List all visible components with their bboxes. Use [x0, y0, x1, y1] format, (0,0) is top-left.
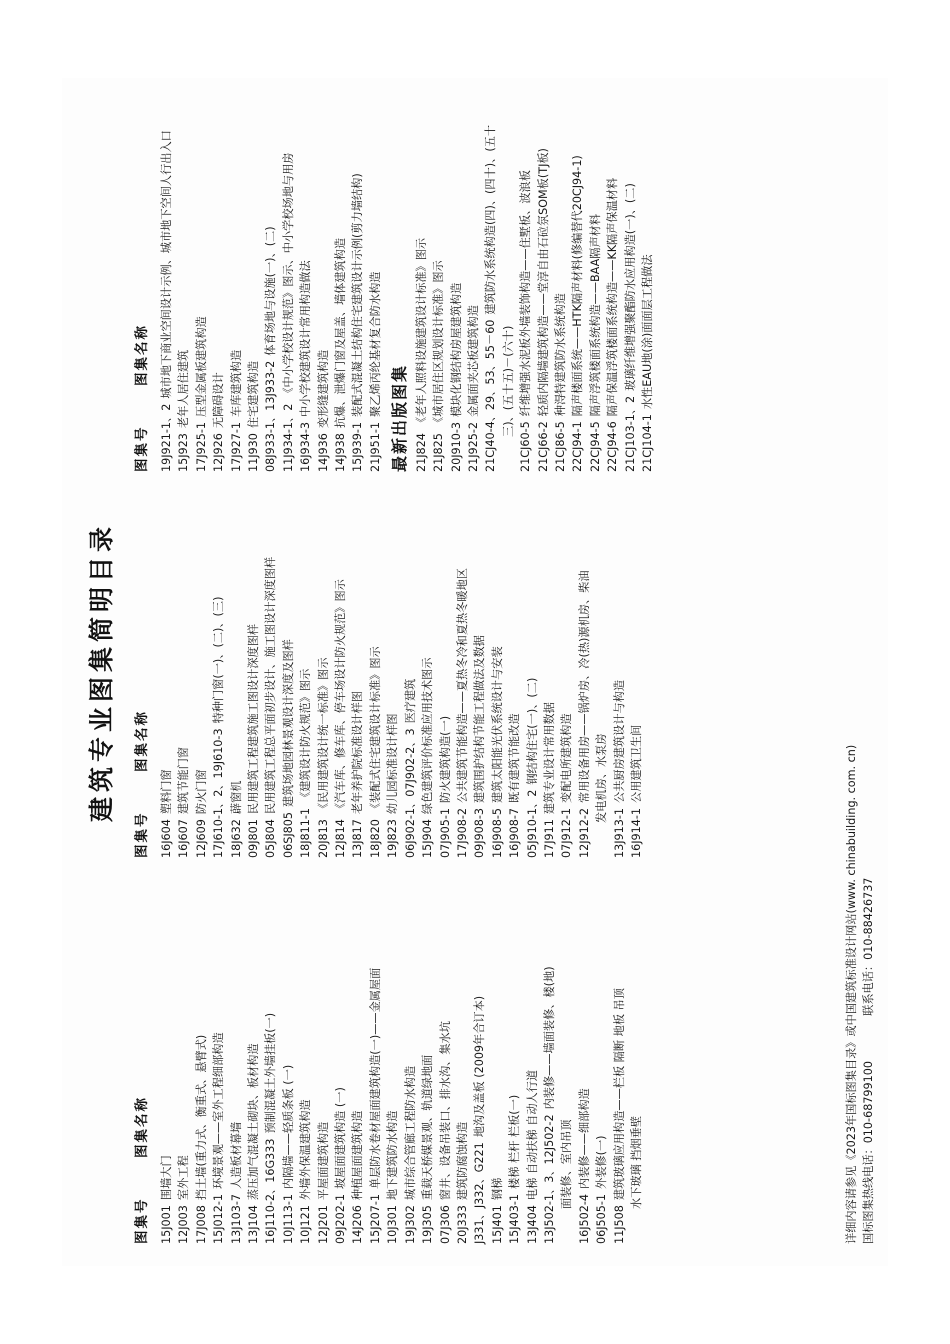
- catalog-row: [559, 486, 575, 858]
- catalog-name: 三)、(五十五)－(六十): [501, 325, 515, 437]
- catalog-row: [263, 486, 279, 858]
- catalog-number: 12J926: [212, 433, 226, 472]
- catalog-number: 17J911: [542, 819, 556, 858]
- catalog-number: 21CJ66-2: [536, 421, 550, 472]
- catalog-number: 06J902-1、07J902-2、3: [403, 728, 417, 858]
- catalog-row: [194, 872, 210, 1244]
- catalog-row: [211, 100, 227, 472]
- catalog-name: 公用建筑卫生间: [629, 724, 643, 803]
- catalog-name: 老年人居住建筑: [177, 349, 191, 429]
- catalog-row: [605, 100, 621, 472]
- catalog-name: 建筑场地园林景观设计深度及图样: [281, 639, 295, 807]
- rotated-content-wrapper: [62, 78, 888, 1266]
- catalog-name: 隔声保温浮筑楼面系统构造——KK隔声保温材料: [606, 177, 620, 417]
- catalog-name: 《老年人照料设施建筑设计标准》图示: [414, 237, 428, 429]
- catalog-number: 21CJ60-5: [519, 421, 533, 472]
- catalog-row: [490, 486, 506, 858]
- catalog-number: 17J908-2: [455, 807, 469, 858]
- catalog-row: [159, 486, 175, 858]
- catalog-row: [420, 872, 436, 1244]
- header-num-3: 图集号: [134, 425, 150, 472]
- catalog-row: [298, 100, 314, 472]
- catalog-row: [490, 872, 506, 1244]
- catalog-name: 金属面夹芯板建筑构造: [467, 305, 480, 417]
- catalog-row: [385, 486, 401, 858]
- catalog-row: [553, 100, 569, 472]
- catalog-row: [640, 100, 656, 472]
- catalog-row: [229, 486, 245, 858]
- catalog-name: 隔声楼面系统——HTK隔声材料(修编替代20CJ94-1): [571, 155, 585, 417]
- catalog-row: [316, 872, 332, 1244]
- catalog-number: 09J202-1: [334, 1193, 348, 1244]
- catalog-number: 22CJ94-1: [571, 421, 585, 472]
- catalog-name: 隔声浮筑楼面系统构造——BAA隔声材料: [588, 213, 602, 417]
- catalog-name: 压型金属板建筑构造: [194, 316, 208, 417]
- catalog-number: 16J604: [160, 819, 173, 858]
- catalog-number: 10J121: [299, 1205, 313, 1244]
- catalog-number: 07J306: [438, 1205, 452, 1244]
- catalog-name: 常用设备用房——锅炉房、冷(热)源机房、柴油: [577, 570, 591, 803]
- catalog-row: [229, 872, 245, 1244]
- catalog-name: 无障碍设计: [212, 372, 226, 429]
- catalog-row: [368, 100, 384, 472]
- catalog-row-continuation: [501, 100, 517, 472]
- catalog-number: 20J910-3: [449, 421, 463, 472]
- catalog-number: 16J607: [177, 819, 191, 858]
- catalog-name: 人造板材幕墙: [229, 1121, 243, 1189]
- catalog-name: 防火建筑构造(一): [438, 715, 452, 803]
- column-3-header: [130, 100, 150, 472]
- catalog-name: 外墙外保温建筑构造: [299, 1099, 313, 1201]
- catalog-row: [159, 100, 175, 472]
- catalog-number: J331、J332、G221: [473, 1142, 487, 1244]
- catalog-name: 防火门窗: [194, 769, 208, 815]
- catalog-name: 挡土墙(重力式、衡重式、悬臂式): [194, 1034, 208, 1201]
- catalog-row: [333, 100, 349, 472]
- catalog-row: [629, 486, 645, 858]
- catalog-row: [466, 100, 482, 472]
- catalog-row: [420, 486, 436, 858]
- catalog-row: [403, 486, 419, 858]
- catalog-row: [414, 100, 430, 472]
- catalog-name: 水性EAU地(涂)面面层工程做法: [641, 254, 655, 410]
- catalog-name: 纤维增强水泥板外墙装饰构造——住墅板、波浪板: [519, 170, 533, 417]
- catalog-row: [455, 872, 471, 1244]
- catalog-number: 19J823: [386, 819, 400, 858]
- catalog-row: [438, 872, 454, 1244]
- catalog-row: [281, 872, 297, 1244]
- catalog-name: 塑料门窗: [160, 769, 173, 815]
- catalog-number: 12J609: [194, 819, 208, 858]
- catalog-name: 围墙大门: [160, 1155, 173, 1201]
- catalog-number: 21CJ103-1、2: [623, 395, 637, 472]
- catalog-name: 《民用建筑设计统一标准》图示: [316, 657, 330, 815]
- catalog-number: 10J113-1: [281, 1193, 295, 1244]
- catalog-row: [281, 100, 297, 472]
- catalog-row: [612, 872, 628, 1244]
- catalog-columns: [130, 100, 836, 1244]
- footer-contact-phone: 联系电话：010-88426737: [862, 877, 876, 1016]
- catalog-name: 车库建筑构造: [229, 349, 243, 417]
- catalog-row: [211, 872, 227, 1244]
- catalog-name: 变形缝建筑构造: [316, 349, 330, 429]
- catalog-number: 13J104: [247, 1205, 261, 1244]
- catalog-row: [263, 100, 279, 472]
- catalog-number: 13J502-1、3、12J502-2: [542, 1114, 556, 1244]
- catalog-row: [350, 100, 366, 472]
- catalog-name: 电梯 自动扶梯 自动人行道: [525, 1069, 539, 1201]
- catalog-number: 15J939-1: [351, 421, 365, 472]
- catalog-number: 21J824: [414, 433, 428, 472]
- catalog-number: 05J910-1、2: [525, 789, 539, 858]
- catalog-number: 15J001: [160, 1205, 173, 1244]
- section-heading-latest: 最新出版图集: [389, 363, 409, 472]
- catalog-row: [542, 486, 558, 858]
- catalog-name: 民用建筑工程总平面初步设计、施工图设计深度图样: [264, 556, 278, 815]
- catalog-number: 12J814: [334, 819, 348, 858]
- footer-line-1: 详细内容请参见《2023年国标图集目录》或中国建筑标准设计网站(www. chinabuilding. com. cn): [845, 744, 859, 1244]
- catalog-name: 装配式混凝土结构住宅建筑设计示例(剪力墙结构): [351, 173, 365, 417]
- catalog-number: 12J201: [316, 1205, 330, 1244]
- catalog-name: 老年养护院标准设计样图: [351, 691, 365, 815]
- catalog-name: 薜窗机: [229, 780, 243, 815]
- catalog-row: [246, 100, 262, 472]
- catalog-name: 《汽车库、修车库、停车场设计防火规范》图示: [334, 579, 348, 815]
- catalog-number: 15J207-1: [368, 1193, 382, 1244]
- catalog-row: [211, 486, 227, 858]
- catalog-number: 13J913-1: [612, 807, 626, 858]
- catalog-number: 12J912-2: [577, 807, 591, 858]
- catalog-name: 地沟及盖板 (2009年合订本): [473, 995, 487, 1138]
- column-3-section-rows: [414, 100, 656, 472]
- catalog-number: 17J925-1: [194, 421, 208, 472]
- catalog-row: [350, 872, 366, 1244]
- catalog-row: [385, 872, 401, 1244]
- catalog-row: [403, 872, 419, 1244]
- catalog-name: 钢梯: [490, 1177, 504, 1201]
- header-num-2: 图集号: [134, 811, 150, 858]
- catalog-row-continuation: [559, 872, 575, 1244]
- catalog-row: [176, 486, 192, 858]
- catalog-name: 楼梯 栏杆 栏板(一): [508, 1094, 522, 1189]
- catalog-row: [525, 872, 541, 1244]
- catalog-number: 06J505-1: [595, 1193, 609, 1244]
- catalog-number: 05J804: [264, 819, 278, 858]
- catalog-row: [431, 100, 447, 472]
- catalog-name: 《城市居住区规划设计标准》图示: [432, 260, 446, 429]
- catalog-number: 21J925-2: [467, 421, 480, 472]
- catalog-number: 17J610-1、2、19J610-3: [212, 728, 226, 858]
- catalog-number: 20J333: [455, 1205, 469, 1244]
- catalog-row-continuation: [594, 486, 610, 858]
- catalog-number: 08J933-1、13J933-2: [264, 360, 278, 472]
- catalog-row: [194, 100, 210, 472]
- catalog-row: [577, 872, 593, 1244]
- catalog-name: 建筑防腐蚀构造: [455, 1121, 469, 1201]
- catalog-name: 建筑节能门窗: [177, 746, 191, 815]
- catalog-number: 19J921-1、2: [160, 403, 173, 472]
- catalog-number: 16J908-7: [508, 807, 522, 858]
- footer-note: [844, 100, 878, 1244]
- catalog-name: 重载天桥媒景观、轨道绿地面: [421, 1054, 435, 1201]
- catalog-row: [316, 100, 332, 472]
- catalog-row: [194, 486, 210, 858]
- catalog-number: 15J012-1: [212, 1193, 226, 1244]
- catalog-number: 06SJ805: [281, 812, 295, 858]
- catalog-name: 公共厨房建筑设计与构造: [612, 679, 626, 803]
- catalog-number: 11J508: [612, 1205, 626, 1244]
- catalog-number: 14J938: [334, 433, 348, 472]
- catalog-name: 内装修——细部构造: [577, 1088, 591, 1189]
- catalog-row: [577, 486, 593, 858]
- catalog-number: 15J923: [177, 433, 191, 472]
- catalog-name: 聚乙烯丙纶基材复合防水构造: [368, 271, 382, 417]
- catalog-name: 建筑围护结构节能工程做法及数据: [473, 635, 487, 803]
- catalog-name: 中小学校建筑设计常用构造做法: [299, 260, 313, 417]
- catalog-number: 16J934-3: [299, 421, 313, 472]
- catalog-name: 蒸压加气混凝土砌块、板材构造: [247, 1043, 261, 1201]
- catalog-row: [594, 872, 610, 1244]
- catalog-number: 10J301: [386, 1205, 400, 1244]
- catalog-row: [472, 486, 488, 858]
- header-num-1: 图集号: [134, 1197, 150, 1244]
- catalog-row: [263, 872, 279, 1244]
- catalog-name: 钢结构住宅(一)、(二): [525, 677, 539, 785]
- catalog-row: [623, 100, 639, 472]
- column-1-rows: [159, 872, 645, 1244]
- catalog-row: [612, 486, 628, 858]
- catalog-name: 《装配式住宅建筑设计标准》图示: [368, 646, 382, 815]
- catalog-number: 16J502-4: [577, 1193, 591, 1244]
- catalog-name: 地下建筑防水构造: [386, 1110, 400, 1201]
- catalog-number: 21J951-1: [368, 421, 382, 472]
- catalog-row: [246, 486, 262, 858]
- footer-line-2: [861, 100, 878, 1244]
- catalog-name: 面装修、室内吊顶: [560, 1119, 574, 1209]
- header-name-1: 图集名称: [134, 1096, 150, 1158]
- catalog-row: [525, 486, 541, 858]
- catalog-name: 建筑专业设计常用数据: [542, 702, 556, 815]
- catalog-name: 建筑太阳能光伏系统设计与安装: [490, 646, 504, 803]
- catalog-name: 内隔墙——轻质条板 (一): [281, 1064, 295, 1189]
- catalog-row: [333, 872, 349, 1244]
- catalog-name: 环境景观——室外工程细部构造: [212, 1032, 226, 1189]
- catalog-row: [298, 872, 314, 1244]
- catalog-number: 13J404: [525, 1205, 539, 1244]
- catalog-number: 07J905-1: [438, 807, 452, 858]
- catalog-name: 窗井、设备吊装口、排水沟、集水坑: [438, 1021, 452, 1201]
- catalog-number: 21J825: [432, 433, 446, 472]
- catalog-sheet: [62, 78, 888, 1266]
- catalog-name: 绿色建筑评价标准应用技术图示: [421, 657, 435, 815]
- catalog-row: [455, 486, 471, 858]
- catalog-number: 13J103-7: [229, 1193, 243, 1244]
- footer-hotline: 国标图集热线电话：010-68799100: [862, 1060, 876, 1244]
- catalog-name: 坡屋面建筑构造 (一): [334, 1087, 348, 1189]
- catalog-column-2: [130, 486, 646, 858]
- catalog-number: 21CJ86-5: [554, 421, 568, 472]
- catalog-row-continuation: [629, 872, 645, 1244]
- column-2-rows: [159, 486, 645, 858]
- catalog-name: 室外工程: [177, 1155, 191, 1201]
- header-name-3: 图集名称: [134, 324, 150, 386]
- catalog-row: [542, 872, 558, 1244]
- catalog-number: 21CJ40-4、29、53、55－60: [484, 319, 498, 472]
- catalog-name: 抗爆、泄爆门窗及屋盖、墙体建筑构造: [334, 237, 348, 429]
- catalog-name: 建筑防水系统构造(四)、(四十)、(五十: [484, 124, 498, 315]
- catalog-name: 外装修(一): [595, 1135, 609, 1189]
- catalog-number: 17J927-1: [229, 421, 243, 472]
- catalog-number: 15J401: [490, 1205, 504, 1244]
- catalog-number: 15J904: [421, 819, 435, 858]
- catalog-number: 16J914-1: [629, 807, 643, 858]
- catalog-column-1: [130, 872, 646, 1244]
- catalog-number: 14J936: [316, 433, 330, 472]
- catalog-row: [449, 100, 465, 472]
- catalog-name: 玻璃纤维增强聚酯防水应用构造(一)、(二): [623, 183, 637, 391]
- catalog-row: [298, 486, 314, 858]
- catalog-number: 18J632: [229, 819, 243, 858]
- catalog-row: [176, 100, 192, 472]
- catalog-name: 公共建筑节能构造——夏热冬冷和夏热冬暖地区: [455, 568, 469, 803]
- catalog-row: [570, 100, 586, 472]
- catalog-row: [368, 486, 384, 858]
- catalog-number: 16J908-5: [490, 807, 504, 858]
- catalog-name: 水下玻璃 挡烟垂壁: [629, 1115, 643, 1209]
- catalog-name: 发电机房、水泵房: [595, 733, 609, 823]
- catalog-name: 医疗建筑: [403, 678, 417, 724]
- catalog-name: 模块化钢结构房屋建筑构造: [449, 282, 463, 417]
- catalog-name: 变配电所建筑构造: [560, 713, 574, 803]
- catalog-number: 14J206: [351, 1205, 365, 1244]
- catalog-row: [176, 872, 192, 1244]
- catalog-name: 种植屋面建筑构造: [351, 1110, 365, 1201]
- catalog-name: 既有建筑节能改造: [508, 713, 522, 803]
- catalog-row: [483, 100, 499, 472]
- catalog-number: 19J305: [421, 1205, 435, 1244]
- catalog-row: [518, 100, 534, 472]
- catalog-row: [159, 872, 175, 1244]
- catalog-row: [368, 872, 384, 1244]
- column-3-rows: [159, 100, 384, 472]
- catalog-number: 09J908-3: [473, 807, 487, 858]
- catalog-number: 13J817: [351, 819, 365, 858]
- catalog-row: [246, 872, 262, 1244]
- catalog-number: 19J302: [403, 1205, 417, 1244]
- catalog-row: [536, 100, 552, 472]
- catalog-number: 17J008: [194, 1205, 208, 1244]
- catalog-name: 民用建筑工程建筑施工图设计深度图样: [247, 623, 261, 815]
- catalog-name: 《中小学校设计规范》图示、中小学校场地与用房: [281, 152, 295, 399]
- catalog-name: 建筑玻璃应用构造——栏板 隔断 地板 吊顶: [612, 988, 626, 1201]
- column-2-header: [130, 486, 150, 858]
- catalog-row: [507, 486, 523, 858]
- catalog-number: 22CJ94-6: [606, 421, 620, 472]
- catalog-number: 11J930: [247, 433, 261, 472]
- catalog-number: 20J813: [316, 819, 330, 858]
- catalog-name: 城市综合管廊工程防水构造: [403, 1065, 417, 1201]
- catalog-name: 特种门窗(一)、(二)、(三): [212, 596, 226, 724]
- catalog-row: [507, 872, 523, 1244]
- catalog-number: 09J801: [247, 819, 261, 858]
- header-name-2: 图集名称: [134, 710, 150, 772]
- catalog-row: [316, 486, 332, 858]
- catalog-name: 单层防水卷材屋面建筑构造(一)——金属屋面: [368, 967, 382, 1189]
- catalog-name: 《建筑设计防火规范》图示: [299, 668, 313, 803]
- catalog-name: 平屋面建筑构造: [316, 1121, 330, 1201]
- catalog-number: 18J811-1: [299, 807, 313, 858]
- catalog-name: 内装修——墙面装修、楼(地): [542, 966, 556, 1110]
- catalog-row: [333, 486, 349, 858]
- catalog-column-3: [130, 100, 657, 472]
- catalog-name: 城市地下商业空间设计示例、城市地下空间人行出入口: [160, 130, 173, 399]
- catalog-name: 种淂特建筑防水系统构造: [554, 293, 568, 417]
- catalog-number: 18J820: [368, 819, 382, 858]
- page-title: 建筑专业图集简明目录: [87, 522, 116, 823]
- catalog-number: 15J403-1: [508, 1193, 522, 1244]
- catalog-row: [281, 486, 297, 858]
- column-1-header: [130, 872, 150, 1244]
- catalog-name: 幼儿园标准设计样图: [386, 713, 400, 815]
- catalog-name: 住宅建筑构造: [247, 360, 261, 429]
- catalog-number: 22CJ94-5: [588, 421, 602, 472]
- catalog-row: [438, 486, 454, 858]
- catalog-row: [229, 100, 245, 472]
- catalog-row: [588, 100, 604, 472]
- catalog-number: 11J934-1、2: [281, 403, 295, 472]
- catalog-number: 16J110-2、16G333: [264, 1138, 278, 1244]
- catalog-row: [472, 872, 488, 1244]
- catalog-number: 12J003: [177, 1205, 191, 1244]
- catalog-number: 07J912-1: [560, 807, 574, 858]
- catalog-name: 预制混凝土外墙挂板(一): [264, 1012, 278, 1134]
- catalog-name: 体育场地与设施(一)、(二): [264, 226, 278, 356]
- catalog-number: 21CJ104-1: [641, 414, 655, 472]
- catalog-name: 轻质内隔墙建筑构造——堂淳自由石砬氛SOM板(TJ板): [536, 148, 550, 417]
- catalog-row: [350, 486, 366, 858]
